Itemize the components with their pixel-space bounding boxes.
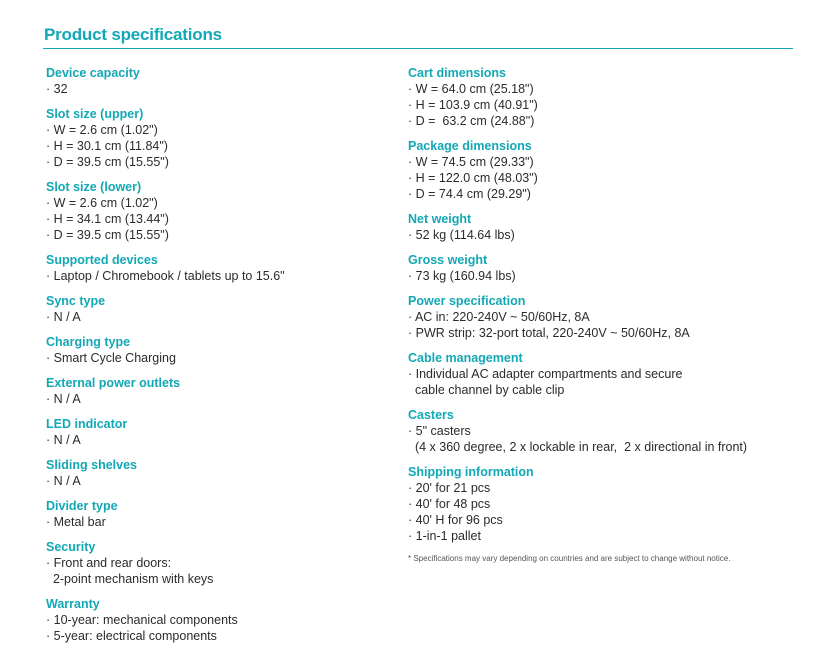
spec-value: · W = 2.6 cm (1.02") xyxy=(46,123,158,137)
spec-casters xyxy=(408,407,808,455)
spec-label: Shipping information xyxy=(408,465,534,479)
spec-value: · W = 74.5 cm (29.33") xyxy=(408,155,534,169)
spec-value: · D = 39.5 cm (15.55") xyxy=(46,228,169,242)
spec-value: · 52 kg (114.64 lbs) xyxy=(408,228,515,242)
spec-value: 2-point mechanism with keys xyxy=(46,572,214,586)
spec-label: Device capacity xyxy=(46,66,140,80)
spec-value: · 73 kg (160.94 lbs) xyxy=(408,269,516,283)
spec-value: · D = 63.2 cm (24.88") xyxy=(408,114,535,128)
specs-right-column xyxy=(408,65,808,564)
spec-value: · AC in: 220-240V ~ 50/60Hz, 8A xyxy=(408,310,590,324)
spec-value: · Laptop / Chromebook / tablets up to 15.6" xyxy=(46,269,285,283)
spec-net-weight xyxy=(408,211,808,243)
spec-value: cable channel by cable clip xyxy=(408,383,565,397)
spec-external-power-outlets xyxy=(46,375,386,407)
spec-label: Slot size (upper) xyxy=(46,107,144,121)
spec-cable-management xyxy=(408,350,808,398)
spec-value: · W = 2.6 cm (1.02") xyxy=(46,196,158,210)
spec-value: · H = 34.1 cm (13.44") xyxy=(46,212,169,226)
spec-label: Divider type xyxy=(46,499,118,513)
spec-shipping-information xyxy=(408,464,808,544)
specs-left-column xyxy=(46,65,386,653)
spec-label: Sync type xyxy=(46,294,106,308)
spec-warranty xyxy=(46,596,386,644)
spec-value: (4 x 360 degree, 2 x lockable in rear, 2 x directional in front) xyxy=(408,440,748,454)
spec-value: · W = 64.0 cm (25.18") xyxy=(408,82,534,96)
spec-label: Slot size (lower) xyxy=(46,180,142,194)
spec-value: · 5" casters xyxy=(408,424,471,438)
spec-slot-size-upper xyxy=(46,106,386,170)
spec-value: · Front and rear doors: xyxy=(46,556,172,570)
footnote: * Specifications may vary depending on countries and are subject to change without notice. xyxy=(408,554,731,563)
spec-sync-type xyxy=(46,293,386,325)
spec-label: LED indicator xyxy=(46,417,128,431)
spec-cart-dimensions xyxy=(408,65,808,129)
spec-charging-type xyxy=(46,334,386,366)
spec-label: Casters xyxy=(408,408,454,422)
spec-label: Security xyxy=(46,540,96,554)
spec-label: Cable management xyxy=(408,351,523,365)
title-divider xyxy=(43,48,793,49)
spec-value: · N / A xyxy=(46,474,81,488)
spec-led-indicator xyxy=(46,416,386,448)
spec-power-specification xyxy=(408,293,808,341)
spec-value: · 5-year: electrical components xyxy=(46,629,217,643)
spec-value: · PWR strip: 32-port total, 220-240V ~ 50/60Hz, 8A xyxy=(408,326,690,340)
spec-value: · N / A xyxy=(46,392,81,406)
spec-slot-size-lower xyxy=(46,179,386,243)
spec-value: · H = 103.9 cm (40.91") xyxy=(408,98,538,112)
spec-label: Sliding shelves xyxy=(46,458,138,472)
spec-value: · H = 122.0 cm (48.03") xyxy=(408,171,538,185)
spec-value: · Individual AC adapter compartments and secure xyxy=(408,367,683,381)
spec-value: · Metal bar xyxy=(46,515,106,529)
spec-label: External power outlets xyxy=(46,376,181,390)
spec-label: Warranty xyxy=(46,597,100,611)
spec-gross-weight xyxy=(408,252,808,284)
spec-label: Cart dimensions xyxy=(408,66,506,80)
spec-value: · 32 xyxy=(46,82,68,96)
spec-value: · H = 30.1 cm (11.84") xyxy=(46,139,168,153)
spec-value: · 40' for 48 pcs xyxy=(408,497,491,511)
spec-value: · 1-in-1 pallet xyxy=(408,529,481,543)
spec-label: Power specification xyxy=(408,294,526,308)
spec-security xyxy=(46,539,386,587)
spec-value: · N / A xyxy=(46,310,81,324)
spec-value: · N / A xyxy=(46,433,81,447)
spec-value: · 40' H for 96 pcs xyxy=(408,513,503,527)
spec-label: Supported devices xyxy=(46,253,158,267)
spec-value: · Smart Cycle Charging xyxy=(46,351,176,365)
spec-value: · 20' for 21 pcs xyxy=(408,481,491,495)
page-title: Product specifications xyxy=(44,25,222,44)
spec-value: · D = 74.4 cm (29.29") xyxy=(408,187,531,201)
spec-label: Package dimensions xyxy=(408,139,532,153)
spec-device-capacity xyxy=(46,65,386,97)
spec-supported-devices xyxy=(46,252,386,284)
spec-sliding-shelves xyxy=(46,457,386,489)
spec-label: Charging type xyxy=(46,335,131,349)
spec-label: Net weight xyxy=(408,212,472,226)
spec-value: · 10-year: mechanical components xyxy=(46,613,238,627)
spec-label: Gross weight xyxy=(408,253,488,267)
spec-package-dimensions xyxy=(408,138,808,202)
spec-value: · D = 39.5 cm (15.55") xyxy=(46,155,169,169)
spec-divider-type xyxy=(46,498,386,530)
